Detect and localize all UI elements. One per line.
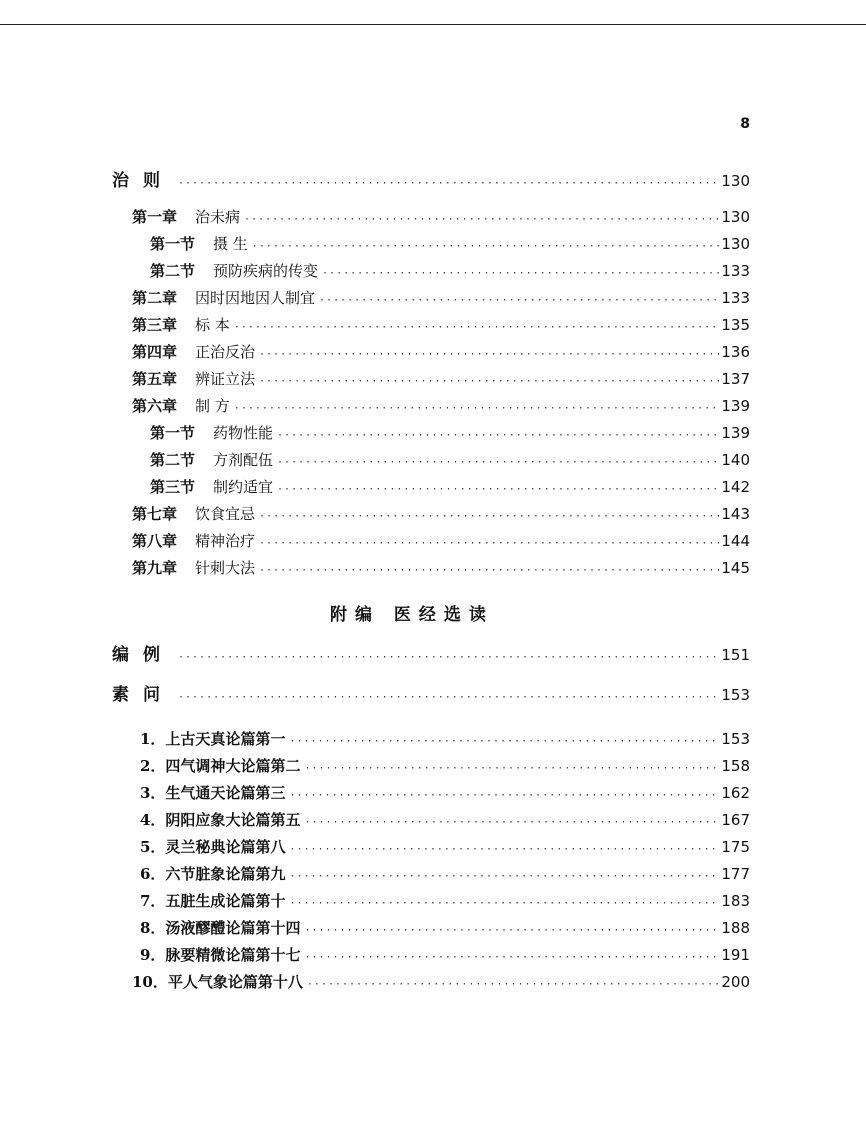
chapter-title: 因时因地因人制宜: [195, 289, 316, 307]
toc-entry-section[interactable]: [150, 422, 750, 444]
leader-dots: [178, 647, 719, 669]
chapter-number: 第四章: [132, 343, 178, 361]
leader-dots: [304, 947, 719, 969]
chapter-number: 第一章: [132, 208, 178, 226]
section-title: 方剂配伍: [213, 451, 274, 469]
chapter-title: 精神治疗: [195, 532, 256, 550]
leader-dots: [289, 731, 719, 753]
chapter-number: 第六章: [132, 397, 178, 415]
toc-entry-page: 137: [721, 370, 750, 388]
section-title: 摄 生: [213, 235, 248, 253]
chapter-number: 第七章: [132, 505, 178, 523]
section-heading: 附编 医经选读: [330, 605, 494, 625]
toc-entry-page: 153: [721, 730, 750, 748]
leader-dots: [289, 893, 719, 915]
toc-entry-page: 139: [721, 397, 750, 415]
toc-entry-page: 136: [721, 343, 750, 361]
leader-dots: [259, 344, 719, 366]
section-number: 第三节: [150, 478, 196, 496]
toc-entry-page: 183: [721, 892, 750, 910]
leader-dots: [304, 758, 719, 780]
toc-entry-page: 139: [721, 424, 750, 442]
toc-entry-page: 188: [721, 919, 750, 937]
toc-entry-page: 191: [721, 946, 750, 964]
section-title: 预防疾病的传变: [213, 262, 319, 280]
toc-entry-page: 162: [721, 784, 750, 802]
toc-entry-page: 145: [721, 559, 750, 577]
leader-dots: [304, 812, 719, 834]
leader-dots: [259, 560, 719, 582]
leader-dots: [234, 398, 720, 420]
chapter-title: 治未病: [195, 208, 241, 226]
leader-dots: [234, 317, 720, 339]
toc-entry-article[interactable]: [140, 836, 750, 858]
leader-dots: [259, 506, 719, 528]
toc-entry-label: 4．阴阳应象大论篇第五: [140, 811, 301, 829]
toc-entry-section[interactable]: [150, 449, 750, 471]
toc-entry-page: 130: [721, 208, 750, 226]
toc-entry-chapter[interactable]: [132, 314, 750, 336]
chapter-number: 第二章: [132, 289, 178, 307]
toc-entry-label: 2．四气调神大论篇第二: [140, 757, 301, 775]
toc-entry-label: 9．脉要精微论篇第十七: [140, 946, 301, 964]
leader-dots: [178, 687, 719, 709]
leader-dots: [259, 533, 719, 555]
top-rule: [0, 24, 866, 25]
toc-entry-page: 144: [721, 532, 750, 550]
toc-entry-label: 10．平人气象论篇第十八: [132, 973, 303, 991]
toc-entry-section[interactable]: [150, 260, 750, 282]
toc-entry-label: 3．生气通天论篇第三: [140, 784, 286, 802]
toc-entry-page: 133: [721, 289, 750, 307]
toc-entry-label: 8．汤液醪醴论篇第十四: [140, 919, 301, 937]
toc-entry-page: 158: [721, 757, 750, 775]
toc-entry-article[interactable]: [140, 917, 750, 939]
toc-entry-label: 5．灵兰秘典论篇第八: [140, 838, 286, 856]
chapter-number: 第三章: [132, 316, 178, 334]
leader-dots: [259, 371, 719, 393]
leader-dots: [252, 236, 720, 258]
toc-entry-chapter[interactable]: [132, 287, 750, 309]
section-number: 第一节: [150, 424, 196, 442]
leader-dots: [319, 290, 719, 312]
toc-entry-zhize[interactable]: [112, 170, 750, 192]
toc-entry-article[interactable]: [140, 944, 750, 966]
toc-entry-label: 1．上古天真论篇第一: [140, 730, 286, 748]
leader-dots: [277, 452, 719, 474]
chapter-title: 制 方: [195, 397, 230, 415]
toc-entry-section[interactable]: [150, 233, 750, 255]
toc-entry-page: 142: [721, 478, 750, 496]
toc-entry-label: 编例: [112, 645, 174, 665]
toc-entry-suwen[interactable]: [112, 684, 750, 706]
leader-dots: [289, 785, 719, 807]
section-number: 第二节: [150, 451, 196, 469]
toc-entry-chapter[interactable]: [132, 368, 750, 390]
toc-entry-page: 175: [721, 838, 750, 856]
toc-entry-label: 治则: [112, 171, 174, 191]
toc-entry-page: 140: [721, 451, 750, 469]
toc-entry-page: 151: [721, 646, 750, 664]
toc-entry-bianli[interactable]: [112, 644, 750, 666]
chapter-number: 第八章: [132, 532, 178, 550]
toc-entry-section[interactable]: [150, 476, 750, 498]
leader-dots: [178, 173, 719, 195]
section-number: 第一节: [150, 235, 196, 253]
toc-entry-page: 153: [721, 686, 750, 704]
toc-entry-page: 135: [721, 316, 750, 334]
toc-entry-label: 素问: [112, 685, 174, 705]
chapter-number: 第五章: [132, 370, 178, 388]
toc-entry-page: 130: [721, 235, 750, 253]
toc-entry-label: 7．五脏生成论篇第十: [140, 892, 286, 910]
leader-dots: [307, 974, 719, 996]
toc-entry-chapter[interactable]: [132, 557, 750, 579]
leader-dots: [244, 209, 719, 231]
toc-entry-chapter[interactable]: [132, 503, 750, 525]
toc-entry-article[interactable]: [132, 971, 750, 993]
leader-dots: [277, 479, 719, 501]
toc-entry-chapter[interactable]: [132, 395, 750, 417]
chapter-number: 第九章: [132, 559, 178, 577]
toc-entry-chapter[interactable]: [132, 530, 750, 552]
toc-entry-article[interactable]: [140, 755, 750, 777]
section-title: 制约适宜: [213, 478, 274, 496]
toc-entry-article[interactable]: [140, 782, 750, 804]
section-number: 第二节: [150, 262, 196, 280]
chapter-title: 辨证立法: [195, 370, 256, 388]
toc-entry-chapter[interactable]: [132, 341, 750, 363]
toc-entry-article[interactable]: [140, 863, 750, 885]
leader-dots: [289, 839, 719, 861]
toc-entry-article[interactable]: [140, 890, 750, 912]
leader-dots: [304, 920, 719, 942]
chapter-title: 饮食宜忌: [195, 505, 256, 523]
section-title: 药物性能: [213, 424, 274, 442]
chapter-title: 正治反治: [195, 343, 256, 361]
chapter-title: 标 本: [195, 316, 230, 334]
toc-entry-article[interactable]: [140, 809, 750, 831]
toc-entry-page: 177: [721, 865, 750, 883]
toc-entry-label: 6．六节脏象论篇第九: [140, 865, 286, 883]
toc-entry-page: 167: [721, 811, 750, 829]
leader-dots: [289, 866, 719, 888]
toc-entry-page: 133: [721, 262, 750, 280]
page-number: 8: [740, 116, 750, 132]
toc-entry-page: 143: [721, 505, 750, 523]
toc-entry-article[interactable]: [140, 728, 750, 750]
leader-dots: [277, 425, 719, 447]
toc-entry-page: 200: [721, 973, 750, 991]
toc-entry-chapter[interactable]: [132, 206, 750, 228]
toc-entry-page: 130: [721, 172, 750, 190]
chapter-title: 针刺大法: [195, 559, 256, 577]
leader-dots: [322, 263, 719, 285]
